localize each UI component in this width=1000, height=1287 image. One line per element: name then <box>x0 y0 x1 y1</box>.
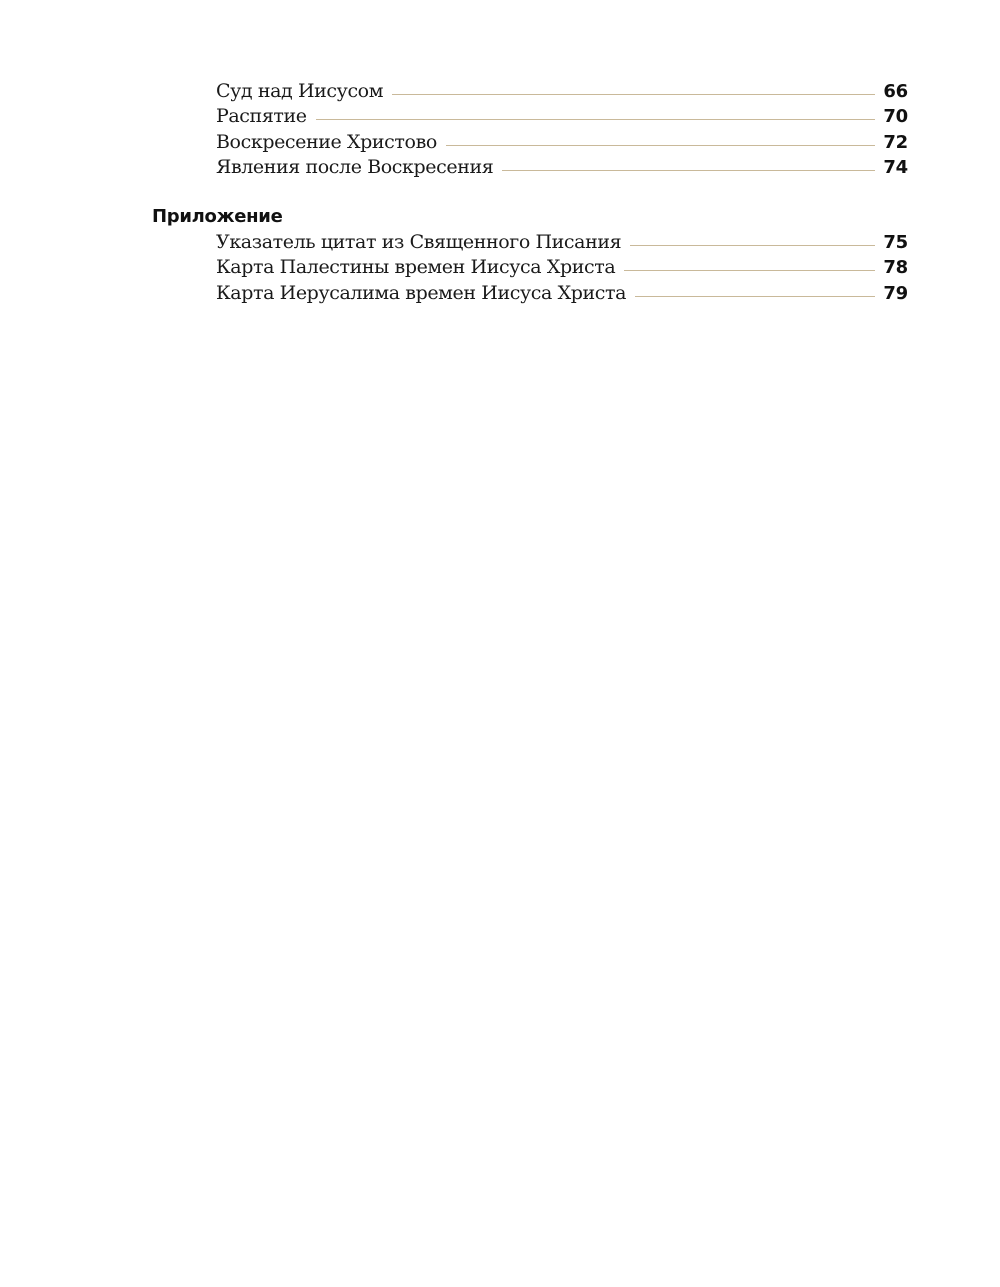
toc-entry[interactable] <box>216 230 908 255</box>
toc-entries <box>216 79 908 180</box>
section-title: Приложение <box>152 206 283 227</box>
toc-entry-title: Указатель цитат из Священного Писания <box>216 231 622 253</box>
toc-entry[interactable] <box>216 104 908 129</box>
toc-entry-page: 74 <box>883 156 908 178</box>
toc-entry[interactable] <box>216 130 908 155</box>
toc-entry-page: 66 <box>883 81 908 102</box>
toc-entry[interactable] <box>216 155 908 180</box>
leader-line <box>446 145 875 146</box>
toc-entries <box>216 230 908 306</box>
toc-entry-title: Суд над Иисусом <box>216 80 384 102</box>
toc-entry-page: 70 <box>883 106 908 128</box>
toc-entry-title: Воскресение Христово <box>216 130 437 153</box>
leader-line <box>392 94 875 95</box>
leader-line <box>635 296 875 297</box>
leader-line <box>502 170 875 171</box>
toc-entry-title: Карта Палестины времен Иисуса Христа <box>216 256 616 279</box>
toc-entry-page: 79 <box>883 282 908 304</box>
leader-line <box>316 119 876 120</box>
leader-line <box>630 245 875 246</box>
toc-entry-page: 75 <box>883 232 908 253</box>
toc-entry-page: 72 <box>883 131 908 153</box>
toc-entry[interactable] <box>216 79 908 104</box>
leader-line <box>624 270 875 271</box>
toc-entry[interactable] <box>216 281 908 306</box>
toc-entry-title: Явления после Воскресения <box>216 155 494 178</box>
toc-entry-title: Распятие <box>216 105 307 128</box>
toc-entry-page: 78 <box>883 257 908 279</box>
toc-entry-title: Карта Иерусалима времен Иисуса Христа <box>216 281 627 304</box>
toc-entry[interactable] <box>216 255 908 280</box>
